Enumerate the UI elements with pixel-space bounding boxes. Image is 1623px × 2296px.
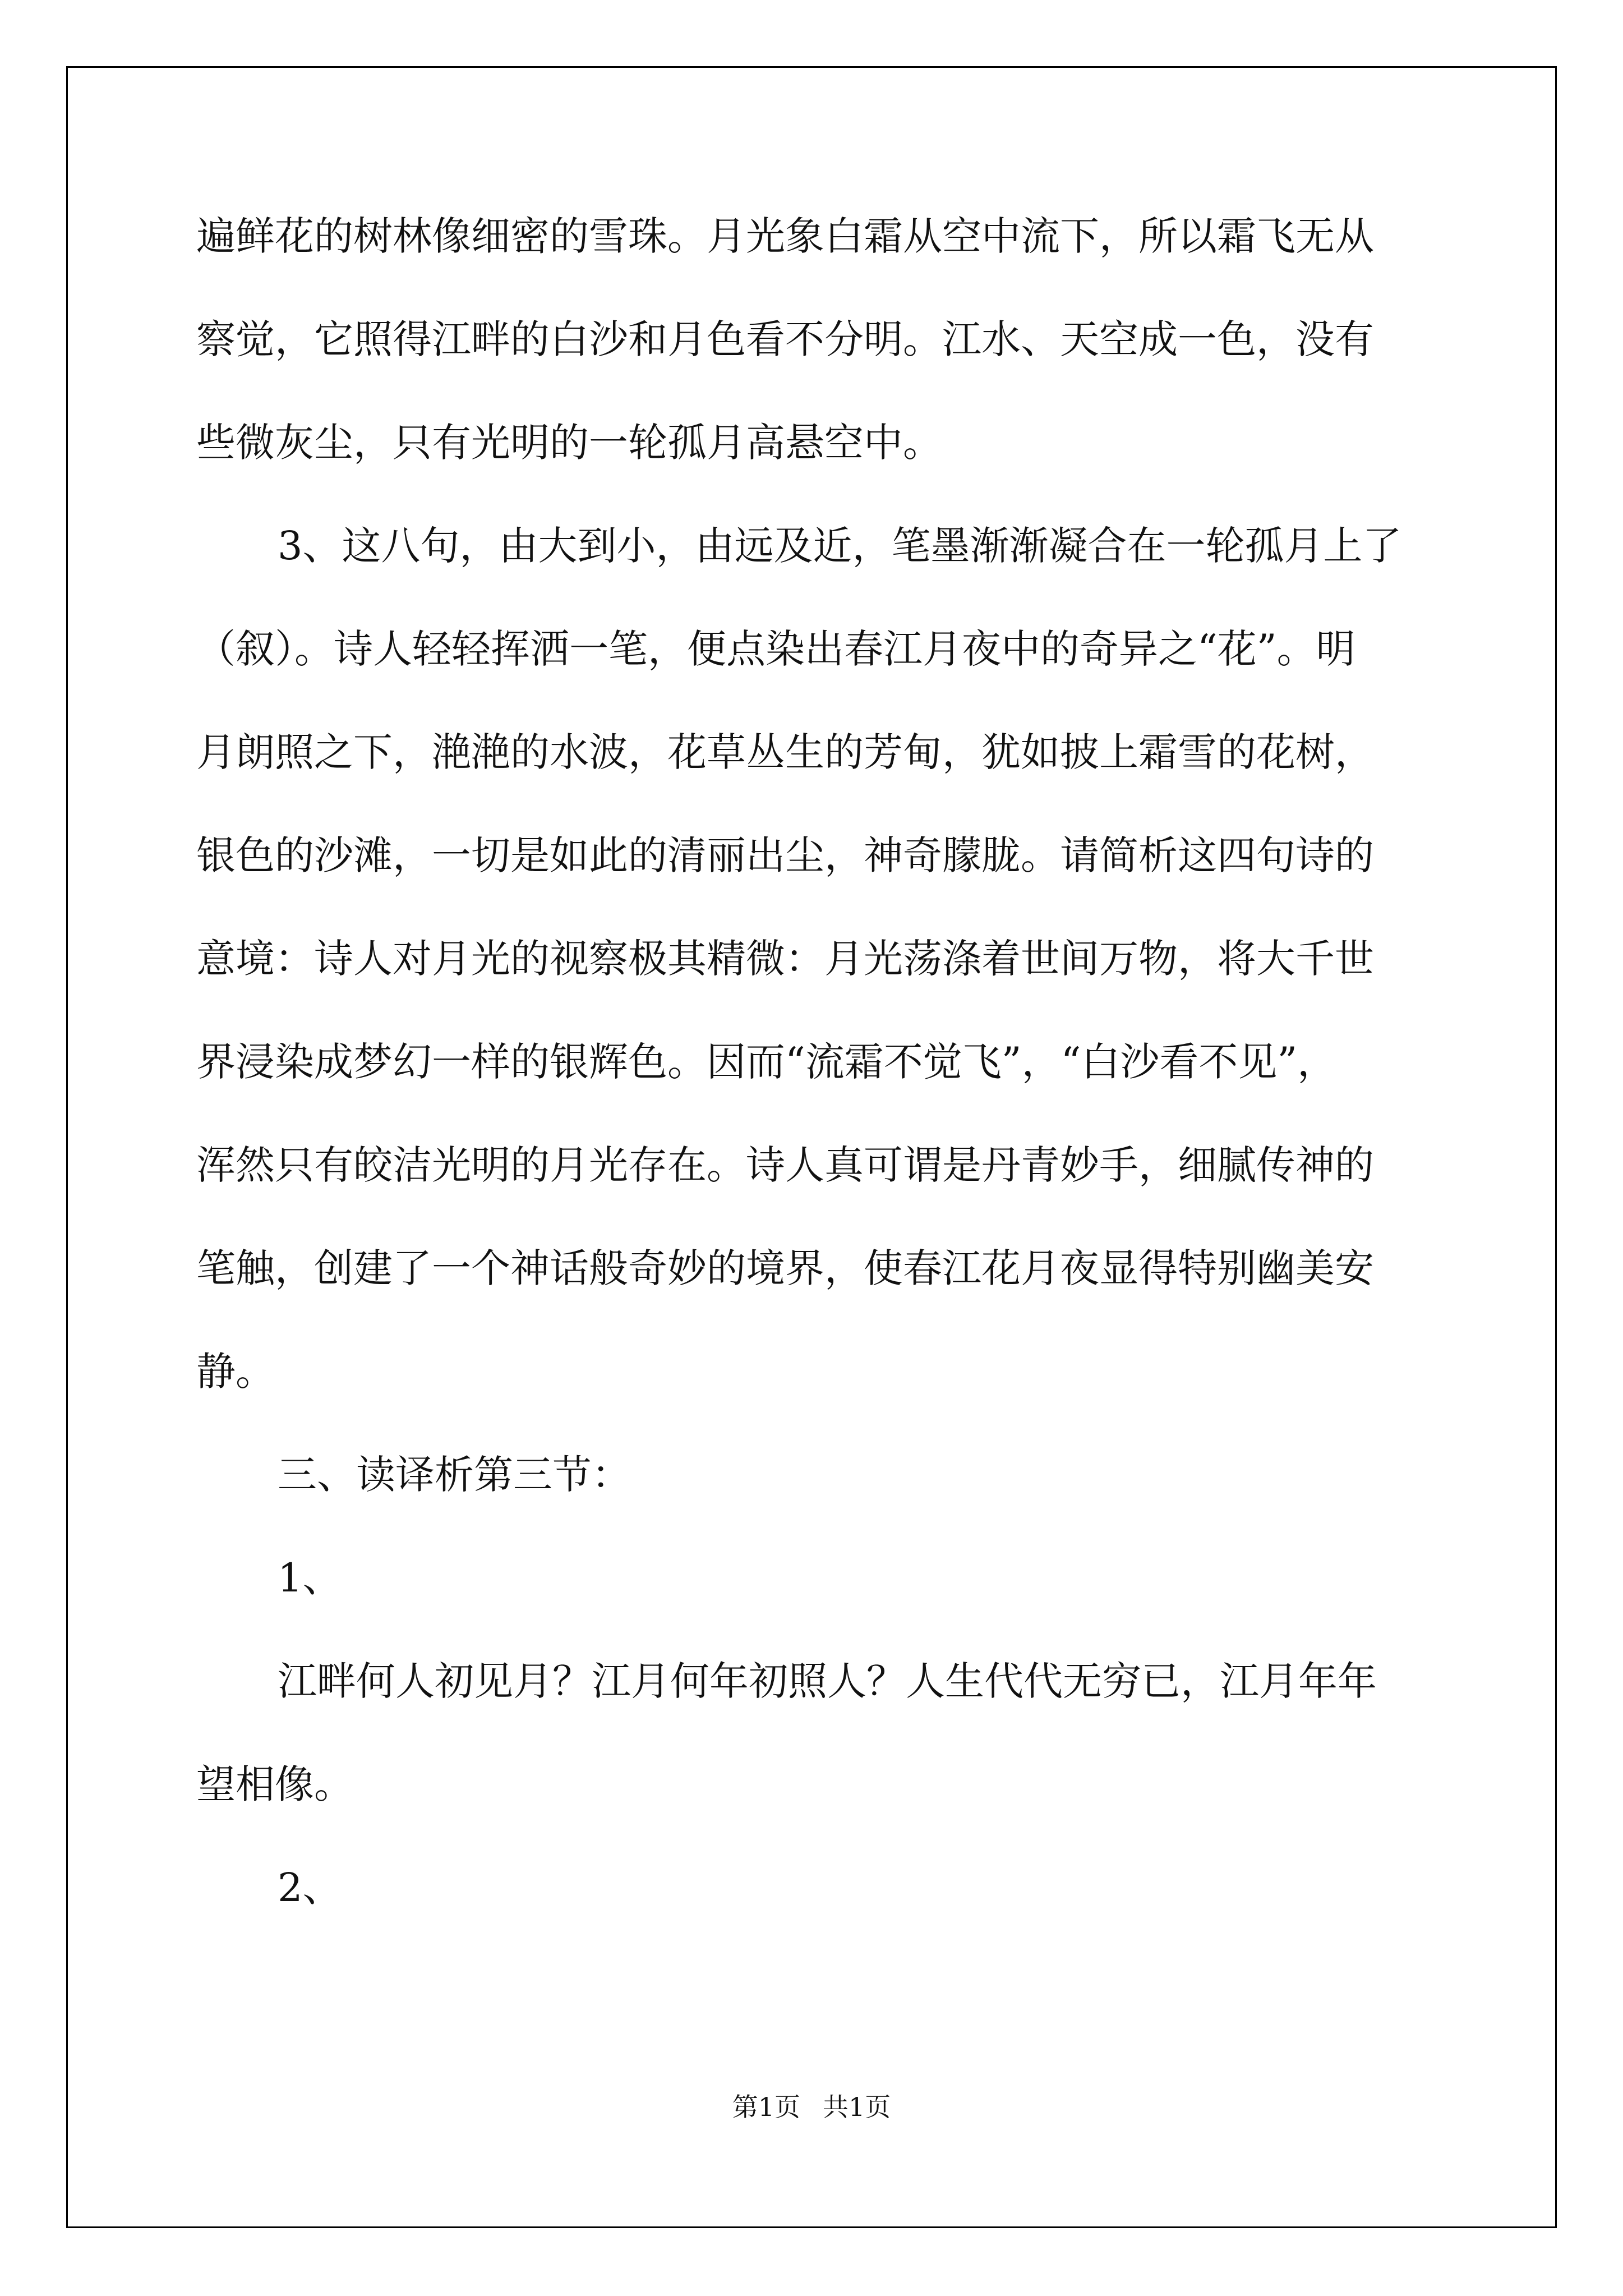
list-number: 1、 [278,1555,342,1601]
list-number: 2、 [278,1865,342,1911]
text-line: （叙）。诗人轻轻挥洒一笔，便点染出春江月夜中的奇异之“花”。明 [196,626,1355,672]
poem-line: 望相像。 [196,1761,353,1807]
text-line: 月朗照之下，滟滟的水波，花草丛生的芳甸，犹如披上霜雪的花树， [196,729,1374,775]
text-line: 笔触，创建了一个神话般奇妙的境界，使春江花月夜显得特别幽美安 [196,1245,1374,1291]
text-line: 些微灰尘，只有光明的一轮孤月高悬空中。 [196,420,942,466]
text-line: 察觉，它照得江畔的白沙和月色看不分明。江水、天空成一色，没有 [196,316,1374,362]
text-line: 浑然只有皎洁光明的月光存在。诗人真可谓是丹青妙手，细腻传神的 [196,1142,1374,1188]
text-line: 静。 [196,1349,275,1395]
poem-line: 江畔何人初见月？江月何年初照人？人生代代无穷已，江月年年 [278,1658,1377,1704]
text-line: 界浸染成梦幻一样的银辉色。因而“流霜不觉飞”，“白沙看不见”， [196,1039,1337,1085]
text-line: 遍鲜花的树林像细密的雪珠。月光象白霜从空中流下，所以霜飞无从 [196,213,1374,259]
page-number: 第1页 [732,2092,800,2122]
text-line: 3、这八句，由大到小，由远及近，笔墨渐渐凝合在一轮孤月上了 [278,523,1402,569]
text-line: 意境：诗人对月光的视察极其精微：月光荡涤着世间万物，将大千世 [196,936,1374,982]
section-heading: 三、读译析第三节： [278,1452,631,1498]
text-line: 银色的沙滩，一切是如此的清丽出尘，神奇朦胧。请简析这四句诗的 [196,832,1374,878]
page-footer [0,2087,1623,2124]
page-total: 共1页 [823,2092,891,2122]
